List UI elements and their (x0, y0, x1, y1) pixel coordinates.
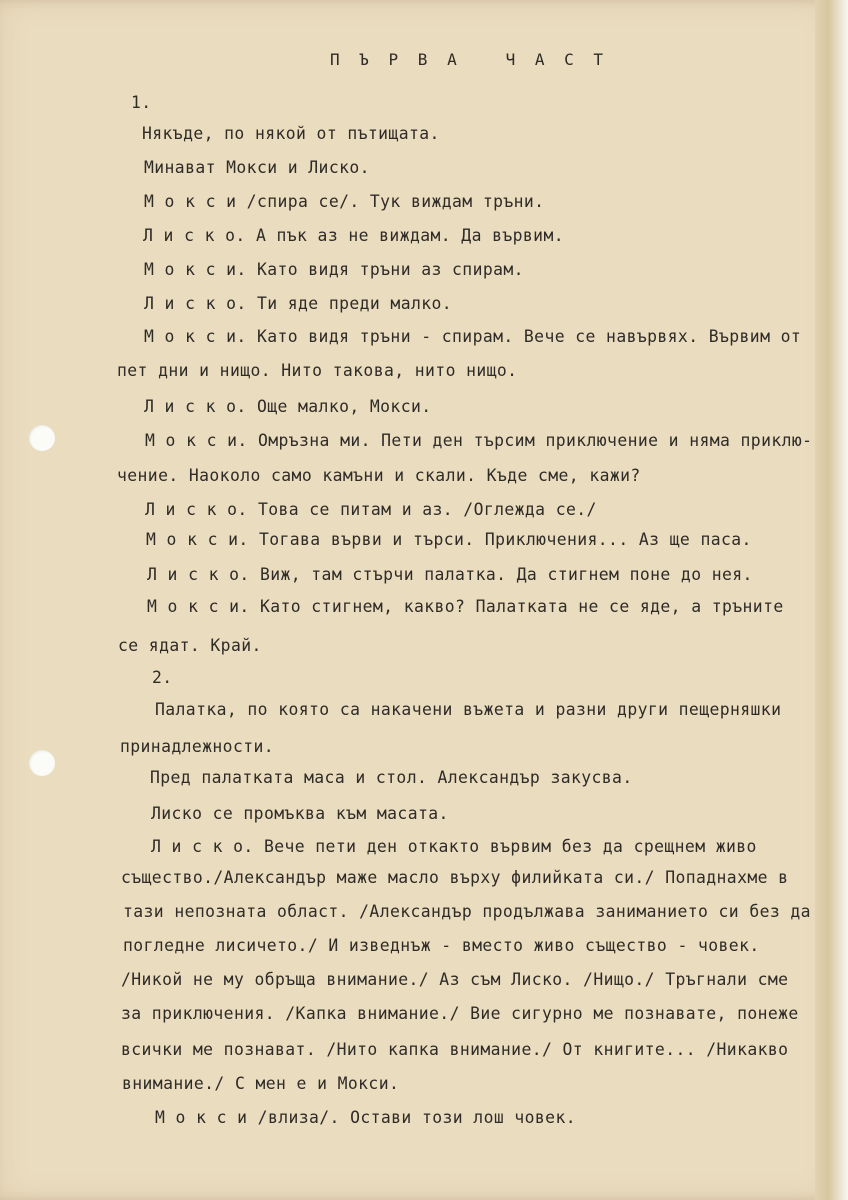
dialogue-line: за приключения. /Капка внимание./ Вие сигурно ме познавате, понеже (121, 1004, 799, 1023)
stage-direction-line: Палатка, по която са накачени въжета и разни други пещерняшки (155, 700, 782, 719)
dialogue-line: М о к с и /спира се/. Тук виждам тръни. (144, 192, 545, 211)
dialogue-line: внимание./ С мен е и Мокси. (122, 1074, 400, 1093)
dialogue-line: /Никой не му обръща внимание./ Аз съм Лиско. /Нищо./ Тръгнали сме (121, 970, 789, 989)
dialogue-line: същество./Александър маже масло върху филийката си./ Попаднахме в (121, 868, 789, 887)
dialogue-line: чение. Наоколо само камъни и скали. Къде сме, кажи? (117, 466, 641, 485)
dialogue-line: М о к с и. Като стигнем, какво? Палатката не се яде, а тръните (147, 597, 784, 616)
paper-edge (815, 0, 848, 1200)
dialogue-line: Л и с к о. Това се питам и аз. /Оглежда се./ (145, 500, 597, 519)
scene-number-2: 2. (152, 668, 173, 687)
dialogue-line: всички ме познават. /Нито капка внимание./ От книгите... /Никакво (121, 1040, 789, 1059)
stage-direction-line: Минават Мокси и Лиско. (144, 158, 370, 177)
page-title: П Ъ Р В А Ч А С Т (330, 50, 609, 69)
stage-direction-line: Пред палатката маса и стол. Александър закусва. (150, 768, 633, 787)
dialogue-line: Л и с к о. Виж, там стърчи палатка. Да стигнем поне до нея. (147, 565, 753, 584)
stage-direction-line: Някъде, по някой от пътищата. (142, 124, 440, 143)
dialogue-line: М о к с и. Като видя тръни - спирам. Вече се навървях. Вървим от (144, 327, 802, 346)
dialogue-line: Л и с к о. Още малко, Мокси. (144, 397, 432, 416)
dialogue-line: М о к с и. Тогава върви и търси. Приключения... Аз ще паса. (146, 530, 752, 549)
dialogue-line: се ядат. Край. (118, 636, 262, 655)
dialogue-line: пет дни и нищо. Нито такова, нито нищо. (117, 361, 518, 380)
scene-number-1: 1. (131, 93, 152, 112)
stage-direction-line: Лиско се промъква към масата. (151, 804, 449, 823)
dialogue-line: М о к с и /влиза/. Остави този лош човек. (155, 1108, 576, 1127)
dialogue-line: погледне лисичето./ И изведнъж - вместо живо същество - човек. (123, 936, 760, 955)
dialogue-line: Л и с к о. Ти яде преди малко. (144, 294, 453, 313)
stage-direction-line: принадлежности. (120, 737, 275, 756)
punch-hole-top (29, 425, 55, 451)
punch-hole-bottom (29, 750, 55, 776)
dialogue-line: Л и с к о. Вече пети ден откакто вървим без да срещнем живо (151, 837, 757, 856)
dialogue-line: Л и с к о. А пък аз не виждам. Да вървим. (143, 226, 564, 245)
dialogue-line: М о к с и. Като видя тръни аз спирам. (144, 260, 524, 279)
dialogue-line: тази непозната област. /Александър продължава заниманието си без да (123, 902, 811, 921)
dialogue-line: М о к с и. Омръзна ми. Пети ден търсим приключение и няма приклю- (145, 431, 813, 450)
